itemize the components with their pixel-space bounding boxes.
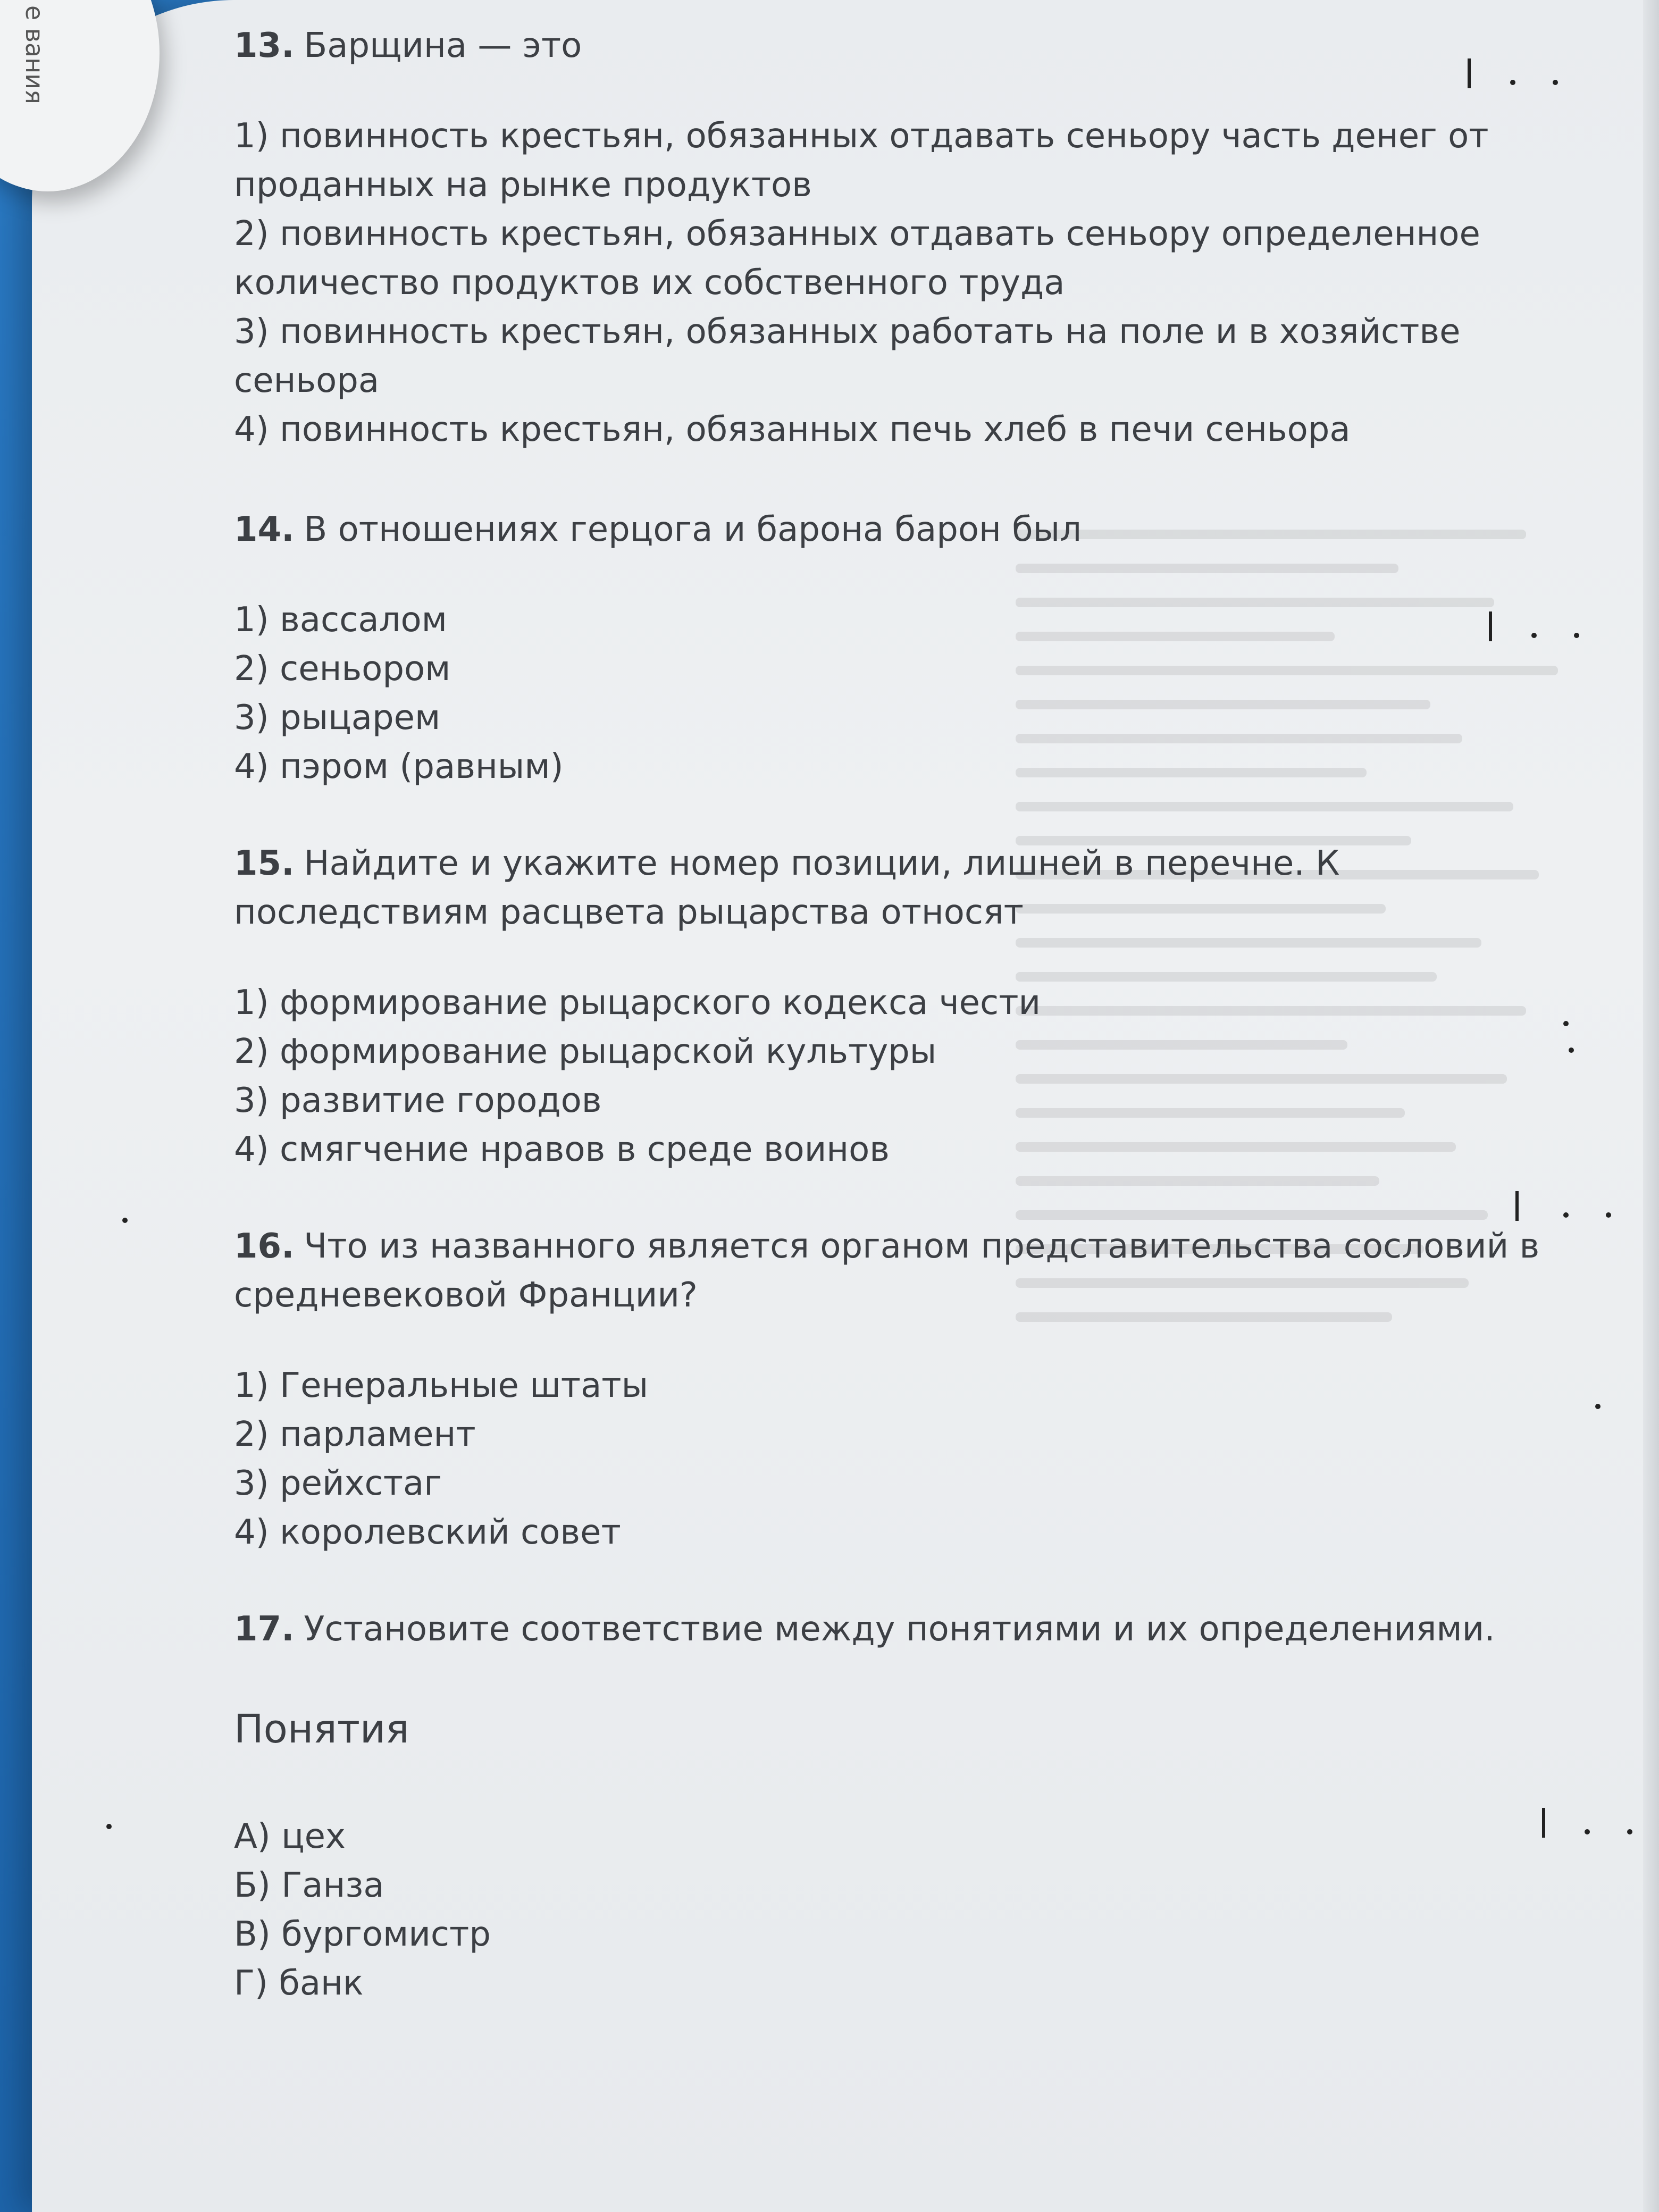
margin-dot (1606, 1212, 1611, 1218)
option: 1) повинность крестьян, обязанных отдавать сеньору часть денег от проданных на рынке продуктов (234, 116, 1489, 205)
question-13 (234, 21, 1595, 454)
option: 1) Генеральные штаты (234, 1366, 649, 1405)
option: 3) повинность крестьян, обязанных работать на поле и в хозяйстве сеньора (234, 312, 1461, 400)
option: 3) рыцарем (234, 698, 441, 738)
option: 3) рейхстаг (234, 1464, 442, 1503)
question-number: 14. (234, 510, 295, 549)
option: 2) парламент (234, 1415, 476, 1454)
concept-item: Б) Ганза (234, 1866, 384, 1905)
concept-item: А) цех (234, 1817, 346, 1856)
options-list (234, 112, 1595, 454)
question-title (234, 21, 1595, 70)
concept-item: Г) банк (234, 1964, 364, 2003)
option: 2) формирование рыцарской культуры (234, 1032, 937, 1071)
corner-text-fragment: е вания (20, 5, 49, 104)
question-text: Установите соответствие между понятиями и их определениями. (304, 1610, 1495, 1649)
question-number: 13. (234, 26, 295, 65)
question-text: Что из названного является органом представительства сословий в средневековой Франции? (234, 1227, 1540, 1315)
option: 2) повинность крестьян, обязанных отдавать сеньору определенное количество продуктов их собственного труда (234, 214, 1480, 303)
option: 1) формирование рыцарского кодекса чести (234, 983, 1041, 1023)
option: 4) пэром (равным) (234, 747, 564, 786)
test-page (234, 21, 1595, 2038)
question-title (234, 1605, 1595, 1654)
option: 4) смягчение нравов в среде воинов (234, 1130, 890, 1169)
question-number: 17. (234, 1610, 295, 1649)
question-17 (234, 1605, 1595, 2008)
concepts-list (234, 1812, 1595, 2008)
options-list (234, 978, 1595, 1174)
question-text: В отношениях герцога и барона барон был (304, 510, 1082, 549)
margin-dot (1627, 1829, 1632, 1834)
margin-dot (106, 1824, 112, 1829)
question-text: Найдите и укажите номер позиции, лишней в перечне. К последствиям расцвета рыцарства относят (234, 844, 1340, 932)
question-14 (234, 505, 1595, 791)
question-title (234, 839, 1595, 937)
option: 4) королевский совет (234, 1513, 621, 1552)
option: 3) развитие городов (234, 1081, 602, 1120)
concept-item: В) бургомистр (234, 1915, 491, 1954)
option: 4) повинность крестьян, обязанных печь хлеб в печи сеньора (234, 410, 1351, 449)
question-number: 15. (234, 844, 295, 883)
question-number: 16. (234, 1227, 295, 1266)
margin-dot (122, 1218, 128, 1223)
option: 2) сеньором (234, 649, 451, 689)
question-16 (234, 1222, 1595, 1557)
question-text: Барщина — это (304, 26, 582, 65)
options-list (234, 596, 1595, 791)
question-15 (234, 839, 1595, 1174)
option: 1) вассалом (234, 600, 447, 640)
margin-dot (1595, 1404, 1601, 1409)
question-title (234, 505, 1595, 554)
options-list (234, 1361, 1595, 1557)
question-title (234, 1222, 1595, 1320)
section-label-concepts: Понятия (234, 1706, 409, 1752)
